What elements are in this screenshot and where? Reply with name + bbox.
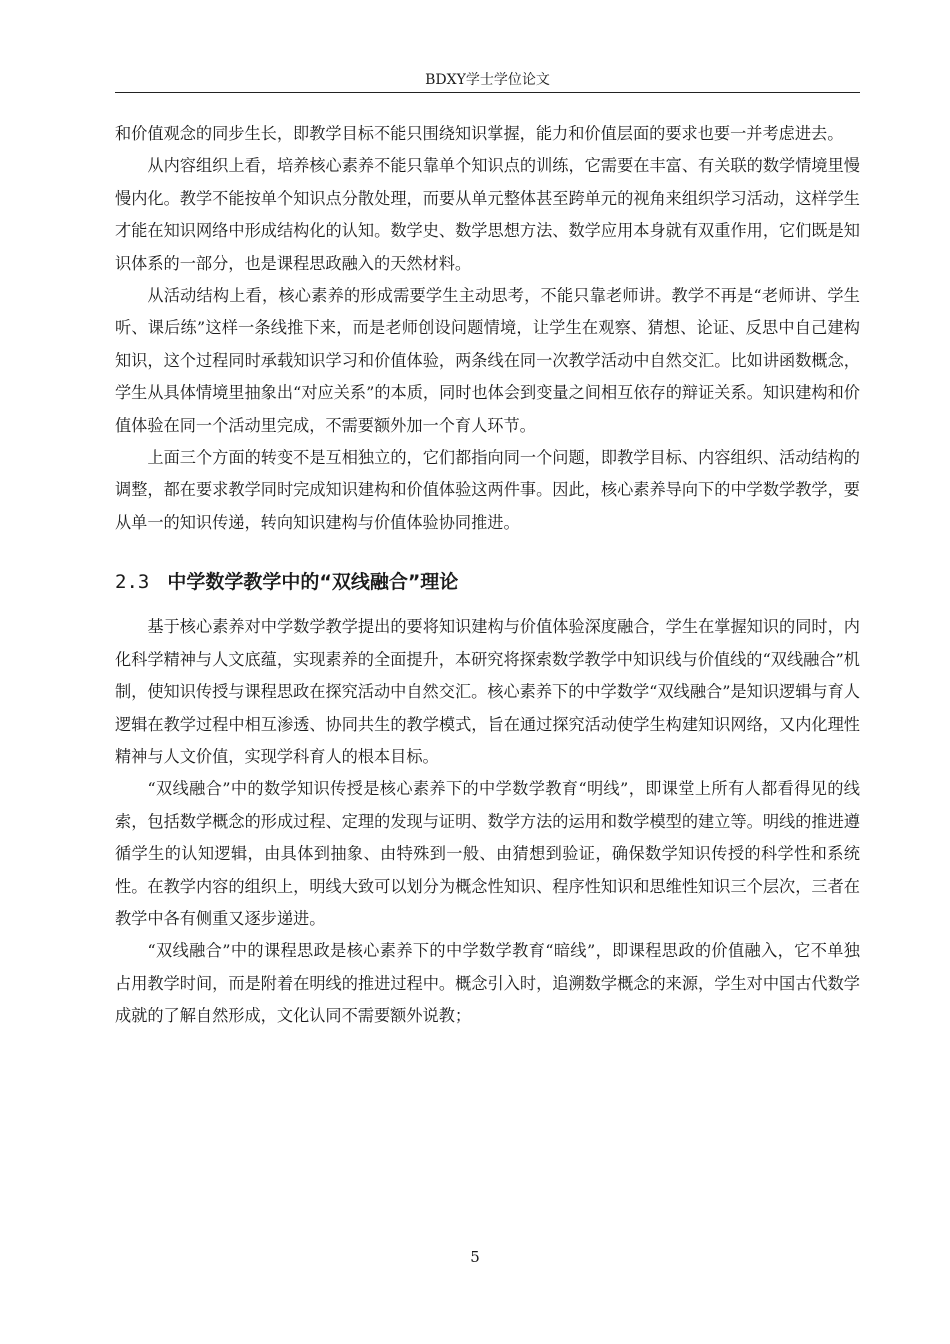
paragraph: 上面三个方面的转变不是互相独立的，它们都指向同一个问题，即教学目标、内容组织、活动结构的调整，都在要求教学同时完成知识建构和价值体验这两件事。因此，核心素养导向下的中学数学教学，要从单一的知识传递，转向知识建构与价值体验协同推进。 <box>115 448 860 532</box>
section-heading <box>115 567 860 597</box>
section-title: 中学数学教学中的“双线融合”理论 <box>167 571 459 594</box>
section-number: 2.3 <box>115 571 150 594</box>
page-number: 5 <box>470 1248 480 1266</box>
paragraph: 从内容组织上看，培养核心素养不能只靠单个知识点的训练，它需要在丰富、有关联的数学情境里慢慢内化。教学不能按单个知识点分散处理，而要从单元整体甚至跨单元的视角来组织学习活动，这样学生才能在知识网络中形成结构化的认知。数学史、数学思想方法、数学应用本身就有双重作用，它们既是知识体系的一部分，也是课程思政融入的天然材料。 <box>115 156 860 273</box>
paragraph: 从活动结构上看，核心素养的形成需要学生主动思考，不能只靠老师讲。教学不再是“老师讲、学生听、课后练”这样一条线推下来，而是老师创设问题情境，让学生在观察、猜想、论证、反思中自己建构知识，这个过程同时承载知识学习和价值体验，两条线在同一次教学活动中自然交汇。比如讲函数概念，学生从具体情境里抽象出“对应关系”的本质，同时也体会到变量之间相互依存的辩证关系。知识建构和价值体验在同一个活动里完成，不需要额外加一个育人环节。 <box>115 286 860 435</box>
paragraph: “双线融合”中的课程思政是核心素养下的中学数学教育“暗线”，即课程思政的价值融入，它不单独占用教学时间，而是附着在明线的推进过程中。概念引入时，追溯数学概念的来源，学生对中国古代数学成就的了解自然形成，文化认同不需要额外说教； <box>115 941 860 1026</box>
body-text <box>115 118 860 1033</box>
paragraph: “双线融合”中的数学知识传授是核心素养下的中学数学教育“明线”，即课堂上所有人都看得见的线索，包括数学概念的形成过程、定理的发现与证明、数学方法的运用和数学模型的建立等。明线的推进遵循学生的认知逻辑，由具体到抽象、由特殊到一般、由猜想到验证，确保数学知识传授的科学性和系统性。在教学内容的组织上，明线大致可以划分为概念性知识、程序性知识和思维性知识三个层次，三者在教学中各有侧重又逐步递进。 <box>115 779 860 928</box>
running-header: BDXY学士学位论文 <box>115 70 860 93</box>
paragraph: 和价值观念的同步生长，即教学目标不能只围绕知识掌握，能力和价值层面的要求也要一并考虑进去。 <box>115 124 844 143</box>
paragraph: 基于核心素养对中学数学教学提出的要将知识建构与价值体验深度融合，学生在掌握知识的同时，内化科学精神与人文底蕴，实现素养的全面提升，本研究将探索数学教学中知识线与价值线的“双线融合”机制，使知识传授与课程思政在探究活动中自然交汇。核心素养下的中学数学“双线融合”是知识逻辑与育人逻辑在教学过程中相互渗透、协同共生的教学模式，旨在通过探究活动使学生构建知识网络，又内化理性精神与人文价值，实现学科育人的根本目标。 <box>115 617 860 766</box>
